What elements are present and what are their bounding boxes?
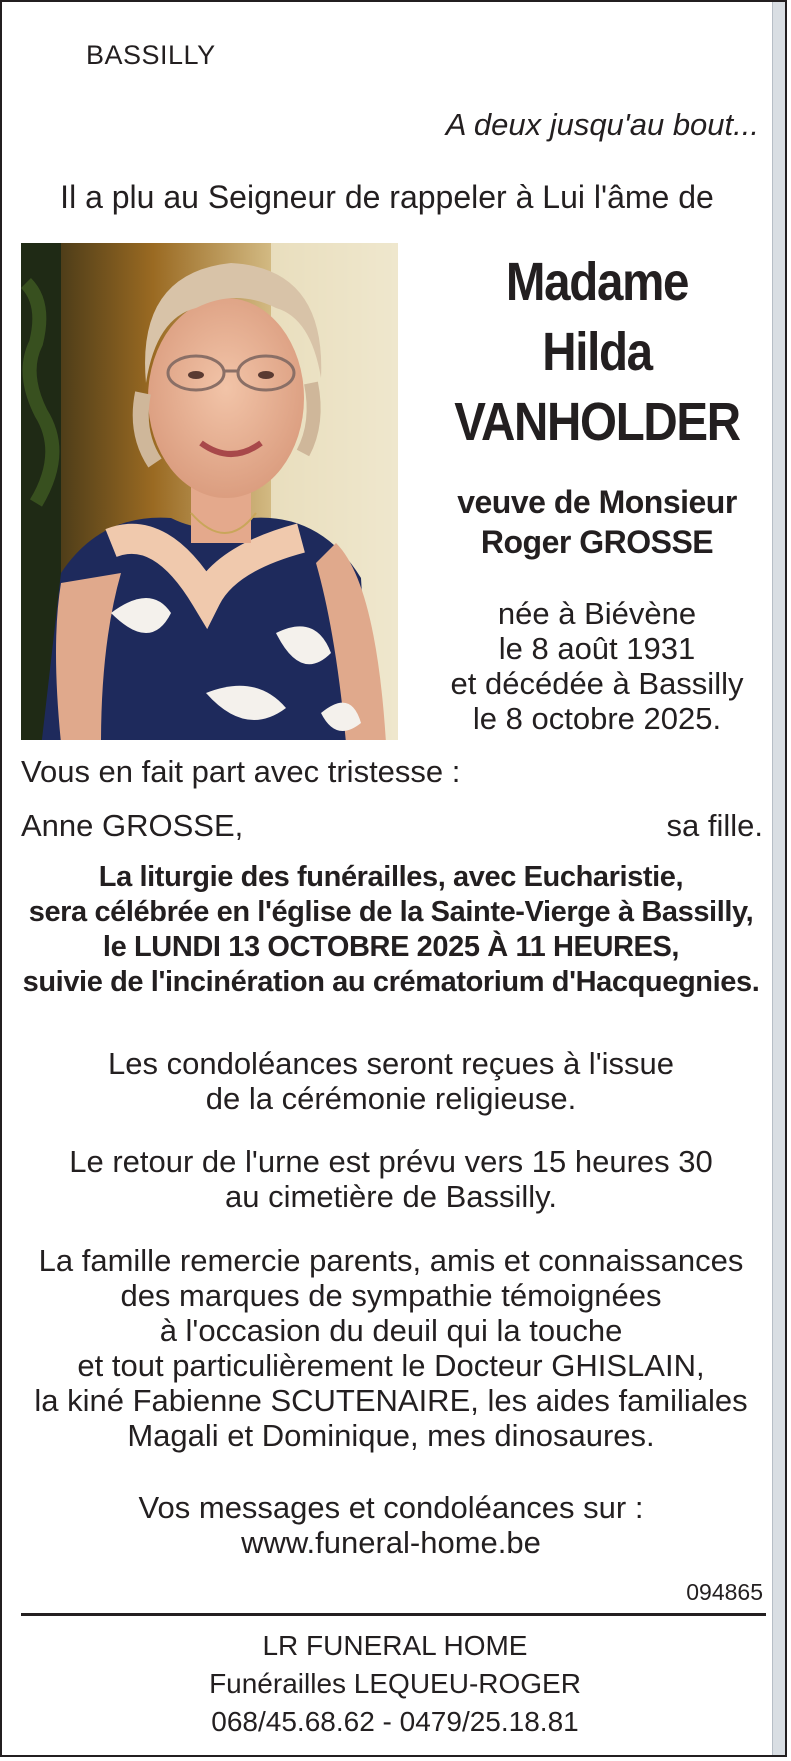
birth-place: née à Biévène [497, 596, 697, 631]
ceremony-line: le LUNDI 13 OCTOBRE 2025 À 11 HEURES, [102, 931, 680, 963]
thanks-line: et tout particulièrement le Docteur GHISLAIN, [77, 1348, 705, 1383]
company-subtitle: Funérailles LEQUEU-ROGER [209, 1668, 581, 1699]
condolences-info [2, 1046, 780, 1116]
widow-line-1: veuve de Monsieur [457, 484, 737, 520]
family-member-relation: sa fille. [666, 808, 763, 843]
widow-of [412, 482, 782, 562]
thanks-line: la kiné Fabienne SCUTENAIRE, les aides familiales [34, 1383, 748, 1418]
thanks-line: à l'occasion du deuil qui la touche [159, 1313, 623, 1348]
company-name: LR FUNERAL HOME [262, 1630, 528, 1661]
ceremony-line: sera célébrée en l'église de la Sainte-Vierge à Bassilly, [28, 896, 754, 928]
death-place: et décédée à Bassilly [450, 666, 744, 701]
family-member-name: Anne GROSSE, [21, 808, 244, 843]
first-name: Hilda [542, 322, 652, 382]
urn-line: Le retour de l'urne est prévu vers 15 heures 30 [69, 1144, 713, 1179]
website-link[interactable]: www.funeral-home.be [241, 1525, 541, 1560]
condolences-line: Les condoléances seront reçues à l'issue [108, 1046, 674, 1081]
portrait-photo [21, 243, 398, 740]
last-name: VANHOLDER [454, 392, 740, 452]
death-date: le 8 octobre 2025. [472, 701, 722, 736]
online-condolences [2, 1490, 780, 1560]
deceased-name [412, 247, 782, 457]
town-name: BASSILLY [86, 40, 216, 70]
funeral-home-footer [2, 1627, 787, 1741]
ceremony-details [2, 860, 780, 1000]
life-dates [412, 596, 782, 736]
reference-number: 094865 [686, 1579, 763, 1605]
ceremony-line: suivie de l'incinération au crématorium d'Hacquegnies. [22, 966, 760, 998]
birth-date: le 8 août 1931 [498, 631, 696, 666]
thanks-line: des marques de sympathie témoignées [120, 1278, 662, 1313]
urn-info [2, 1144, 780, 1214]
intro-line: Il a plu au Seigneur de rappeler à Lui l'âme de [60, 179, 714, 215]
widow-line-2: Roger GROSSE [480, 524, 714, 560]
ceremony-line: La liturgie des funérailles, avec Eucharistie, [98, 861, 684, 893]
online-line: Vos messages et condoléances sur : [138, 1490, 644, 1525]
thanks-line: Magali et Dominique, mes dinosaures. [127, 1418, 655, 1453]
name-title: Madame [505, 252, 689, 312]
thanks-line: La famille remercie parents, amis et connaissances [38, 1243, 744, 1278]
thanks-message [2, 1243, 780, 1453]
motto: A deux jusqu'au bout... [445, 107, 759, 142]
portrait-illustration [21, 243, 398, 740]
divider [21, 1613, 766, 1616]
phone-numbers: 068/45.68.62 - 0479/25.18.81 [211, 1706, 579, 1737]
urn-line: au cimetière de Bassilly. [225, 1179, 557, 1214]
announcement-line: Vous en fait part avec tristesse : [21, 754, 461, 789]
condolences-line: de la cérémonie religieuse. [205, 1081, 577, 1116]
